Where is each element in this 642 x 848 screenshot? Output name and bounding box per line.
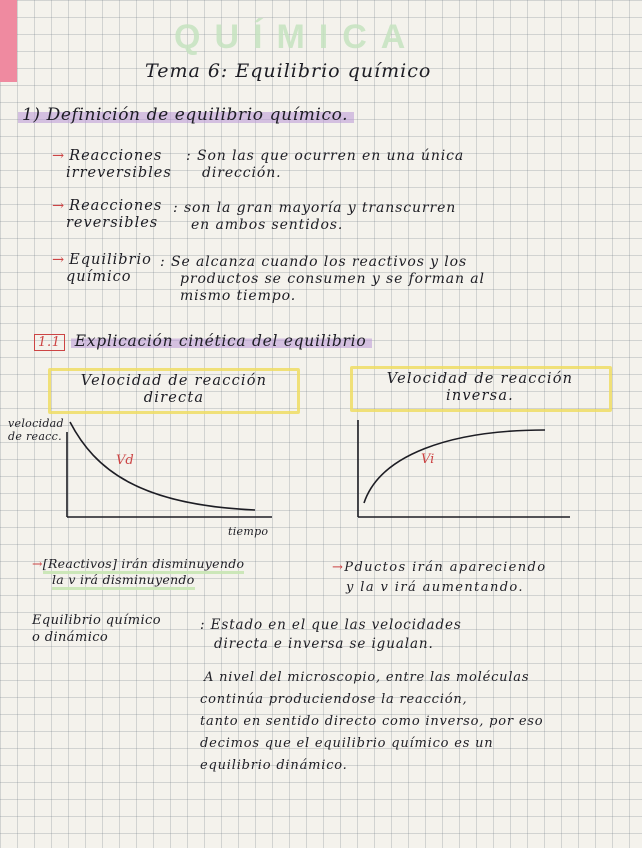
- paragraph-line: continúa produciendose la reacción,: [200, 692, 468, 707]
- arrow-icon: →: [52, 198, 66, 214]
- graph-right-curve-label: Vi: [421, 452, 435, 467]
- section-1-heading-text: 1) Definición de equilibrio químico.: [18, 105, 354, 125]
- arrow-icon: →: [52, 148, 66, 164]
- arrow-icon: →: [52, 252, 66, 268]
- definition-line: dirección.: [202, 165, 282, 181]
- definition-line: directa e inversa se igualan.: [214, 636, 434, 652]
- definition-line: : son la gran mayoría y transcurren: [173, 200, 457, 216]
- graph-left-xlabel: tiempo: [228, 525, 269, 538]
- definition-line: mismo tiempo.: [180, 288, 297, 304]
- definition-line: : Se alcanza cuando los reactivos y los: [160, 254, 468, 270]
- section-number-box: 1.1: [34, 334, 65, 351]
- ylabel-line: de reacc.: [8, 430, 62, 443]
- note-line: y la v irá aumentando.: [346, 580, 524, 595]
- note-productos: [332, 558, 546, 598]
- graph-left-curve-label: Vd: [116, 453, 134, 468]
- definition-line: en ambos sentidos.: [191, 217, 344, 233]
- note-line: Pductos irán apareciendo: [344, 560, 547, 575]
- term-line: químico: [66, 269, 132, 285]
- term-line: Reacciones: [69, 148, 163, 164]
- faded-title: QUÍMICA: [174, 18, 420, 56]
- graph-left-curve: [70, 422, 255, 510]
- term-equilibrio-dinamico: [32, 612, 161, 646]
- definition-line: productos se consumen y se forman al: [180, 271, 485, 287]
- term-line: Equilibrio químico: [32, 613, 161, 628]
- graph-left: [67, 422, 272, 517]
- box-line: directa: [143, 390, 205, 406]
- arrow-icon: →: [332, 560, 345, 575]
- box-line: Velocidad de reacción: [80, 373, 268, 389]
- note-line: la v irá disminuyendo: [52, 572, 195, 590]
- note-reactivos: [32, 556, 244, 588]
- paragraph-line: equilibrio dinámico.: [200, 758, 348, 773]
- box-line: Velocidad de reacción: [386, 371, 574, 387]
- arrow-icon: →: [32, 556, 43, 571]
- explanation-paragraph: [200, 667, 543, 777]
- graph-right-curve: [364, 430, 545, 503]
- definition-line: : Estado en el que las velocidades: [200, 617, 462, 633]
- topic-title: Tema 6: Equilibrio químico: [145, 60, 432, 82]
- term-line: irreversibles: [66, 165, 172, 181]
- graph-left-ylabel: [8, 417, 64, 443]
- ylabel-line: velocidad: [8, 417, 64, 430]
- paragraph-line: A nivel del microscopio, entre las moléculas: [204, 670, 530, 685]
- note-line: [Reactivos] irán disminuyendo: [43, 556, 245, 574]
- box-line: inversa.: [446, 388, 514, 404]
- paragraph-line: tanto en sentido directo como inverso, por eso: [200, 714, 544, 729]
- term-line: reversibles: [66, 215, 159, 231]
- paragraph-line: decimos que el equilibrio químico es un: [200, 736, 494, 751]
- term-line: Equilibrio: [69, 252, 152, 268]
- term-line: Reacciones: [69, 198, 163, 214]
- definition-equilibrio-dinamico: [200, 616, 462, 654]
- term-line: o dinámico: [32, 630, 109, 645]
- graph-right: [358, 420, 570, 517]
- section-1-1-heading-text: Explicación cinética del equilibrio: [71, 332, 373, 350]
- definition-line: : Son las que ocurren en una única: [186, 148, 465, 164]
